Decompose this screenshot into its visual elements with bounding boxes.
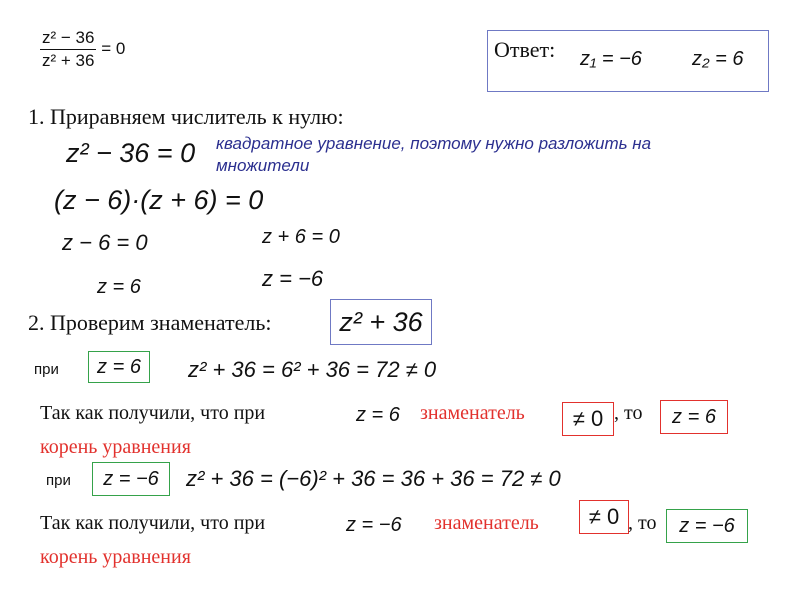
fraction-bar — [40, 49, 96, 50]
step2-heading: 2. Проверим знаменатель: — [28, 310, 272, 335]
factored-equation: (z − 6)·(z + 6) = 0 — [54, 185, 264, 215]
check1-text-prefix: Так как получили, что при — [40, 402, 266, 424]
denominator-box: z² + 36 — [330, 299, 432, 345]
check2-text-to: , то — [628, 512, 657, 534]
check1-text-value: z = 6 — [356, 404, 400, 426]
check2-pri-label: при — [46, 472, 71, 489]
check2-neq-box: ≠ 0 — [579, 500, 629, 534]
check1-value-box: z = 6 — [88, 351, 150, 383]
step1-equation: z² − 36 = 0 — [66, 138, 196, 168]
check1-pri-label: при — [34, 361, 59, 378]
check1-calculation: z² + 36 = 6² + 36 = 72 ≠ 0 — [188, 357, 437, 382]
check1-text-to: , то — [614, 402, 643, 424]
check2-root-text: корень уравнения — [40, 546, 191, 568]
check2-text-value: z = −6 — [346, 514, 402, 536]
left-factor-equation: z − 6 = 0 — [62, 230, 148, 255]
check1-root-text: корень уравнения — [40, 436, 191, 458]
check1-denominator-label: знаменатель — [420, 402, 525, 424]
check1-root-box: z = 6 — [660, 400, 728, 434]
left-solution: z = 6 — [97, 276, 141, 298]
answer-z1: z₁ = −6 — [580, 48, 642, 70]
check2-denominator-label: знаменатель — [434, 512, 539, 534]
right-solution: z = −6 — [262, 266, 324, 291]
check2-text-prefix: Так как получили, что при — [40, 512, 266, 534]
equation-fraction — [40, 28, 96, 71]
answer-label: Ответ: — [494, 37, 556, 62]
equation-denominator: z² + 36 — [42, 51, 95, 70]
step1-heading: 1. Приравняем числитель к нулю: — [28, 104, 344, 129]
right-factor-equation: z + 6 = 0 — [262, 226, 340, 248]
check2-value-box: z = −6 — [92, 462, 170, 496]
equation-rhs: = 0 — [101, 38, 126, 58]
factor-hint: квадратное уравнение, поэтому нужно разложить на множители — [216, 134, 652, 175]
check2-root-box: z = −6 — [666, 509, 748, 543]
answer-box — [487, 30, 769, 92]
answer-z2: z₂ = 6 — [692, 48, 744, 70]
main-equation — [40, 28, 125, 71]
equation-numerator: z² − 36 — [42, 28, 95, 47]
check1-neq-box: ≠ 0 — [562, 402, 614, 436]
check2-calculation: z² + 36 = (−6)² + 36 = 36 + 36 = 72 ≠ 0 — [186, 466, 561, 491]
